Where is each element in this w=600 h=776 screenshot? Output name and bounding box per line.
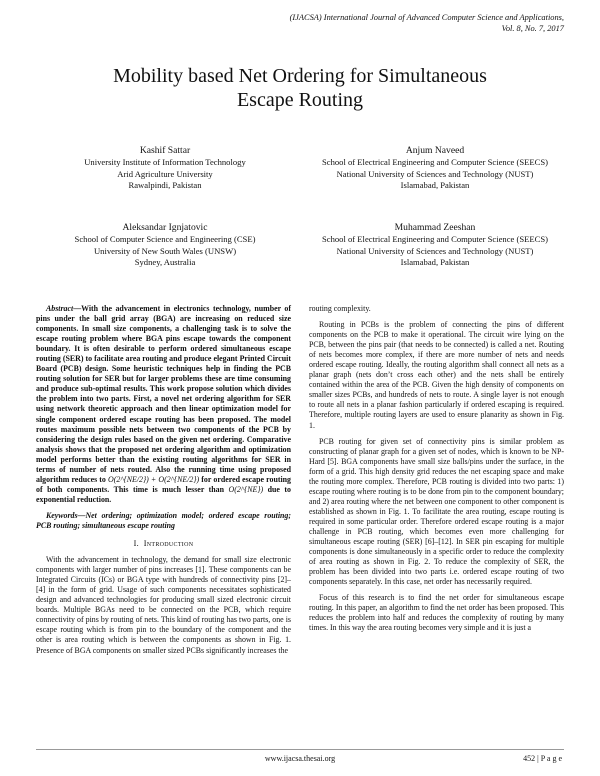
abstract-label: Abstract xyxy=(46,304,74,313)
footer-rule xyxy=(36,749,564,750)
body-paragraph: With the advancement in technology, the demand for small size electronic components with larger number of pins increases [1]. These components can be Integrated Circuits (ICs) or BGA type with hundreds of connectivity pins [2]–[4] in the form of grid. Usage of such components necessitates sophisticated design and advanced technologies for producing small sized electronic circuit boards. Multiple BGAs need to be connected on the PCB, which require connectivity of pins by routing of nets. This kind of routing has two parts, one is escape routing which is from pin to the boundary of the component and the other is area routing which is between the components as shown in Fig. 1. Presence of BGA components on smaller sized PCBs significantly increases the xyxy=(36,555,291,655)
right-column xyxy=(309,304,564,639)
author-block-3 xyxy=(40,222,290,268)
section-title: Introduction xyxy=(143,539,194,549)
author-affiliation: University of New South Wales (UNSW) xyxy=(93,245,237,256)
abstract-text: —With the advancement in electronics technology, number of pins under the ball grid array (BGA) are increasing on reduced size components. In small size components, a challenging task is to solve the escape routing problem where BGA pins escape towards the component boundary. It is often desirable to perform ordered simultaneous escape routing (SER) to facilitate area routing and produce elegant Printed Circuit Board (PCB) design. Some heuristic techniques help in finding the PCB routing solution for SER but for larger problems these are time consuming and produce sub-optimal results. This work propose solution which divides the problem into two parts. First, a novel net ordering algorithm for SER using network theoretic approach and then linear optimization model for single component ordered escape routing has been proposed. The model routes maximum possible nets between two components of the PCB by considering the design rules based on the given net ordering. Comparative analysis shows that the proposed net ordering algorithm and optimization model performs better than the existing routing algorithms for SER in terms of number of nets routed. Also the running time using proposed algorithm reduces to xyxy=(36,304,291,484)
author-location: Islamabad, Pakistan xyxy=(400,256,470,267)
author-affiliation: School of Computer Science and Engineering (CSE) xyxy=(74,234,256,245)
section-number: I. xyxy=(133,539,139,549)
author-affiliation: National University of Sciences and Technology (NUST) xyxy=(336,168,534,179)
complexity-formula: O(2^{NE}) xyxy=(228,484,264,494)
journal-name: (IJACSA) International Journal of Advanced Computer Science and Applications, xyxy=(289,13,564,22)
abstract xyxy=(36,304,291,505)
complexity-formula: O(2^{NE/2}) + O(2^{NE/2}) xyxy=(108,474,200,484)
footer-url[interactable]: www.ijacsa.thesai.org xyxy=(264,754,336,763)
section-heading xyxy=(36,539,291,549)
author-affiliation: Arid Agriculture University xyxy=(117,168,213,179)
author-name: Anjum Naveed xyxy=(405,145,465,156)
author-name: Kashif Sattar xyxy=(139,145,191,156)
author-name: Muhammad Zeeshan xyxy=(394,222,476,233)
title-line-2: Escape Routing xyxy=(236,89,364,111)
author-block-2 xyxy=(295,145,575,191)
journal-volume: Vol. 8, No. 7, 2017 xyxy=(501,24,564,33)
left-column xyxy=(36,304,291,662)
running-header xyxy=(144,12,564,34)
author-location: Sydney, Australia xyxy=(134,256,196,267)
author-block-4 xyxy=(295,222,575,268)
title-line-1: Mobility based Net Ordering for Simultaneous xyxy=(113,65,487,87)
keywords xyxy=(36,511,291,531)
abstract-text: due to exponential reduction. xyxy=(36,484,291,504)
author-location: Rawalpindi, Pakistan xyxy=(128,179,202,190)
page-number: 452 | P a g e xyxy=(523,754,562,763)
author-affiliation: National University of Sciences and Technology (NUST) xyxy=(336,245,534,256)
abstract-text: for ordered escape routing of both components. This time is much lesser than xyxy=(36,474,291,494)
author-affiliation: University Institute of Information Technology xyxy=(84,157,246,168)
author-location: Islamabad, Pakistan xyxy=(400,179,470,190)
author-block-1 xyxy=(40,145,290,191)
author-name: Aleksandar Ignjatovic xyxy=(122,222,208,233)
body-paragraph: Routing in PCBs is the problem of connecting the pins of different components on the PCB to make it operational. The circuit wire lying on the PCB, between the pins pair (that needs to be connected) is called a net. Routing of nets becomes more complex, if there are more number of nets and needs ordered escape routing. Ideally, the routing algorithm shall connect all nets as a planar graph (nets don’t cross each other) and the nets shall be entirely contained within the area of the PCB. Given the high density of components on smaller sizes PCBs, and hundreds of nets to route. A single layer is not enough to route all nets in a planar fashion particularly if ordered escaping is required. Therefore, multiple routing layers are used to ensure planarity as shown in Fig. 1. xyxy=(309,320,564,430)
author-affiliation: School of Electrical Engineering and Computer Science (SEECS) xyxy=(321,234,548,245)
keywords-label: Keywords xyxy=(46,510,78,520)
keywords-text: —Net ordering; optimization model; ordered escape routing; PCB routing; simultaneous escape routing xyxy=(36,510,291,530)
body-paragraph: routing complexity. xyxy=(309,304,371,313)
body-paragraph: Focus of this research is to find the net order for simultaneous escape routing. In this paper, an algorithm to find the net order has been proposed. This reduces the problem into half and reduces the complexity of routing by many times. In this way the area routing becomes very simple and it is just a xyxy=(309,593,564,633)
body-paragraph: PCB routing for given set of connectivity pins is similar problem as constructing of planar graph for a given set of nodes, which is known to be NP-Hard [5]. BGA components have small size balls/pins under the surface, in the form of a grid. This high density grid reduces the net escaping space and make the routing more complex. Therefore, PCB routing is divided into two parts: 1) escape routing where routing is to be done from pin to the component boundary; and 2) area routing where the net between one component to other component is established as shown in Fig. 1. To facilitate the area routing, escape routing is required in some particular order. Therefore ordered escape routing is a major challenge in PCB routing, which becomes even more challenging for simultaneous escape routing (SER) [6]–[12]. In SER pin escaping for multiple components is done simultaneously in a specific order to reduce the complexity of area routing as shown in Fig. 2. To reduce the complexity of SER, the problem has been divided into two parts i.e. ordered escape routing of two components separately. In this case, net order has necessarily required. xyxy=(309,436,564,587)
paper-title xyxy=(40,64,560,112)
author-affiliation: School of Electrical Engineering and Computer Science (SEECS) xyxy=(321,157,548,168)
